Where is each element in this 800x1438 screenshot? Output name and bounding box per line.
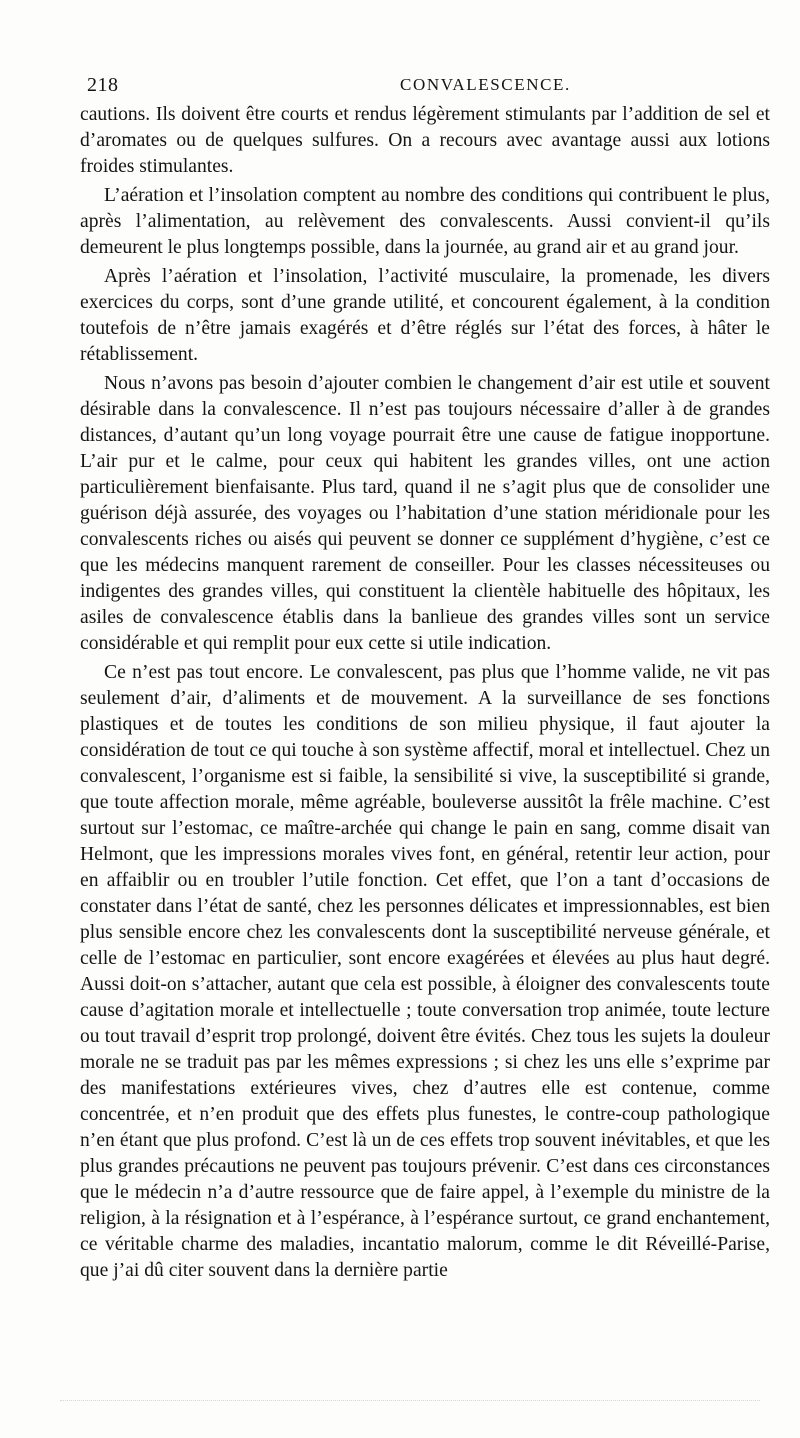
bottom-margin-speckle [60,1400,760,1403]
paragraph-3: Après l’aération et l’insolation, l’activité musculaire, la promenade, les divers exercices du corps, sont d’une grande utilité, et concourent également, à la condition toutefois de n’être jamais exagérés et d’être réglés sur l’état des forces, à hâter le rétablissement. [80,266,770,365]
paragraph-5: Ce n’est pas tout encore. Le convalescent, pas plus que l’homme valide, ne vit pas seulement d’air, d’aliments et de mouvement. A la surveillance de ses fonctions plastiques et de toutes les conditions de son milieu physique, il faut ajouter la considération de tout ce qui touche à son système affectif, moral et intellectuel. Chez un convalescent, l’organisme est si faible, la sensibilité si vive, la susceptibilité si grande, que toute affection morale, même agréable, bouleverse aussitôt la frêle machine. C’est surtout sur l’estomac, ce maître-archée qui change le pain en sang, comme disait van Helmont, que les impressions morales vives font, en général, retentir leur action, pour en affaiblir ou en troubler l’utile fonction. Cet effet, que l’on a tant d’occasions de constater dans l’état de santé, chez les personnes délicates et impressionnables, est bien plus sensible encore chez les convalescents dont la susceptibilité nerveuse générale, et celle de l’estomac en particulier, sont encore exagérées et élevées au plus haut degré. Aussi doit-on s’attacher, autant que cela est possible, à éloigner des convalescents toute cause d’agitation morale et intellectuelle ; toute conversation trop animée, toute lecture ou tout travail d’esprit trop prolongé, doivent être évités. Chez tous les sujets la douleur morale ne se traduit pas par les mêmes expressions ; si chez les uns elle s’exprime par des manifestations extérieures vives, chez d’autres elle est contenue, comme concentrée, et n’en produit que des effets plus funestes, le contre-coup pathologique n’en étant que plus profond. C’est là un de ces effets trop souvent inévitables, et que les plus grandes précautions ne peuvent pas toujours prévenir. C’est dans ces circonstances que le médecin n’a d’autre ressource que de faire appel, à l’exemple du ministre de la religion, à la résignation et à l’espérance, à l’espérance surtout, ce grand enchantement, ce véritable charme des maladies, incantatio malorum, comme le dit Réveillé-Parise, que j’ai dû citer souvent dans la dernière partie [80,662,770,1281]
paragraph-2: L’aération et l’insolation comptent au nombre des conditions qui contribuent le plus, après l’alimentation, au relèvement des convalescents. Aussi convient-il qu’ils demeurent le plus longtemps possible, dans la journée, au grand air et au grand jour. [80,185,770,258]
page-header [87,74,767,100]
paragraph-1: cautions. Ils doivent être courts et rendus légèrement stimulants par l’addition de sel et d’aromates ou de quelques sulfures. On a recours avec avantage aussi aux lotions froides stimulantes. [80,104,770,177]
body-text [80,102,770,1284]
running-head: CONVALESCENCE. [400,75,571,94]
page-number: 218 [87,74,119,96]
paragraph-4: Nous n’avons pas besoin d’ajouter combien le changement d’air est utile et souvent désirable dans la convalescence. Il n’est pas toujours nécessaire d’aller à de grandes distances, d’autant qu’un long voyage pourrait être une cause de fatigue inopportune. L’air pur et le calme, pour ceux qui habitent les grandes villes, ont une action particulièrement bienfaisante. Plus tard, quand il ne s’agit plus que de consolider une guérison déjà assurée, des voyages ou l’habitation d’une station méridionale pour les convalescents riches ou aisés qui peuvent se donner ce supplément d’hygiène, c’est ce que les médecins manquent rarement de conseiller. Pour les classes nécessiteuses ou indigentes des grandes villes, qui constituent la clientèle habituelle des hôpitaux, les asiles de convalescence établis dans la banlieue des grandes villes sont un service considérable et qui remplit pour eux cette si utile indication. [80,373,770,654]
